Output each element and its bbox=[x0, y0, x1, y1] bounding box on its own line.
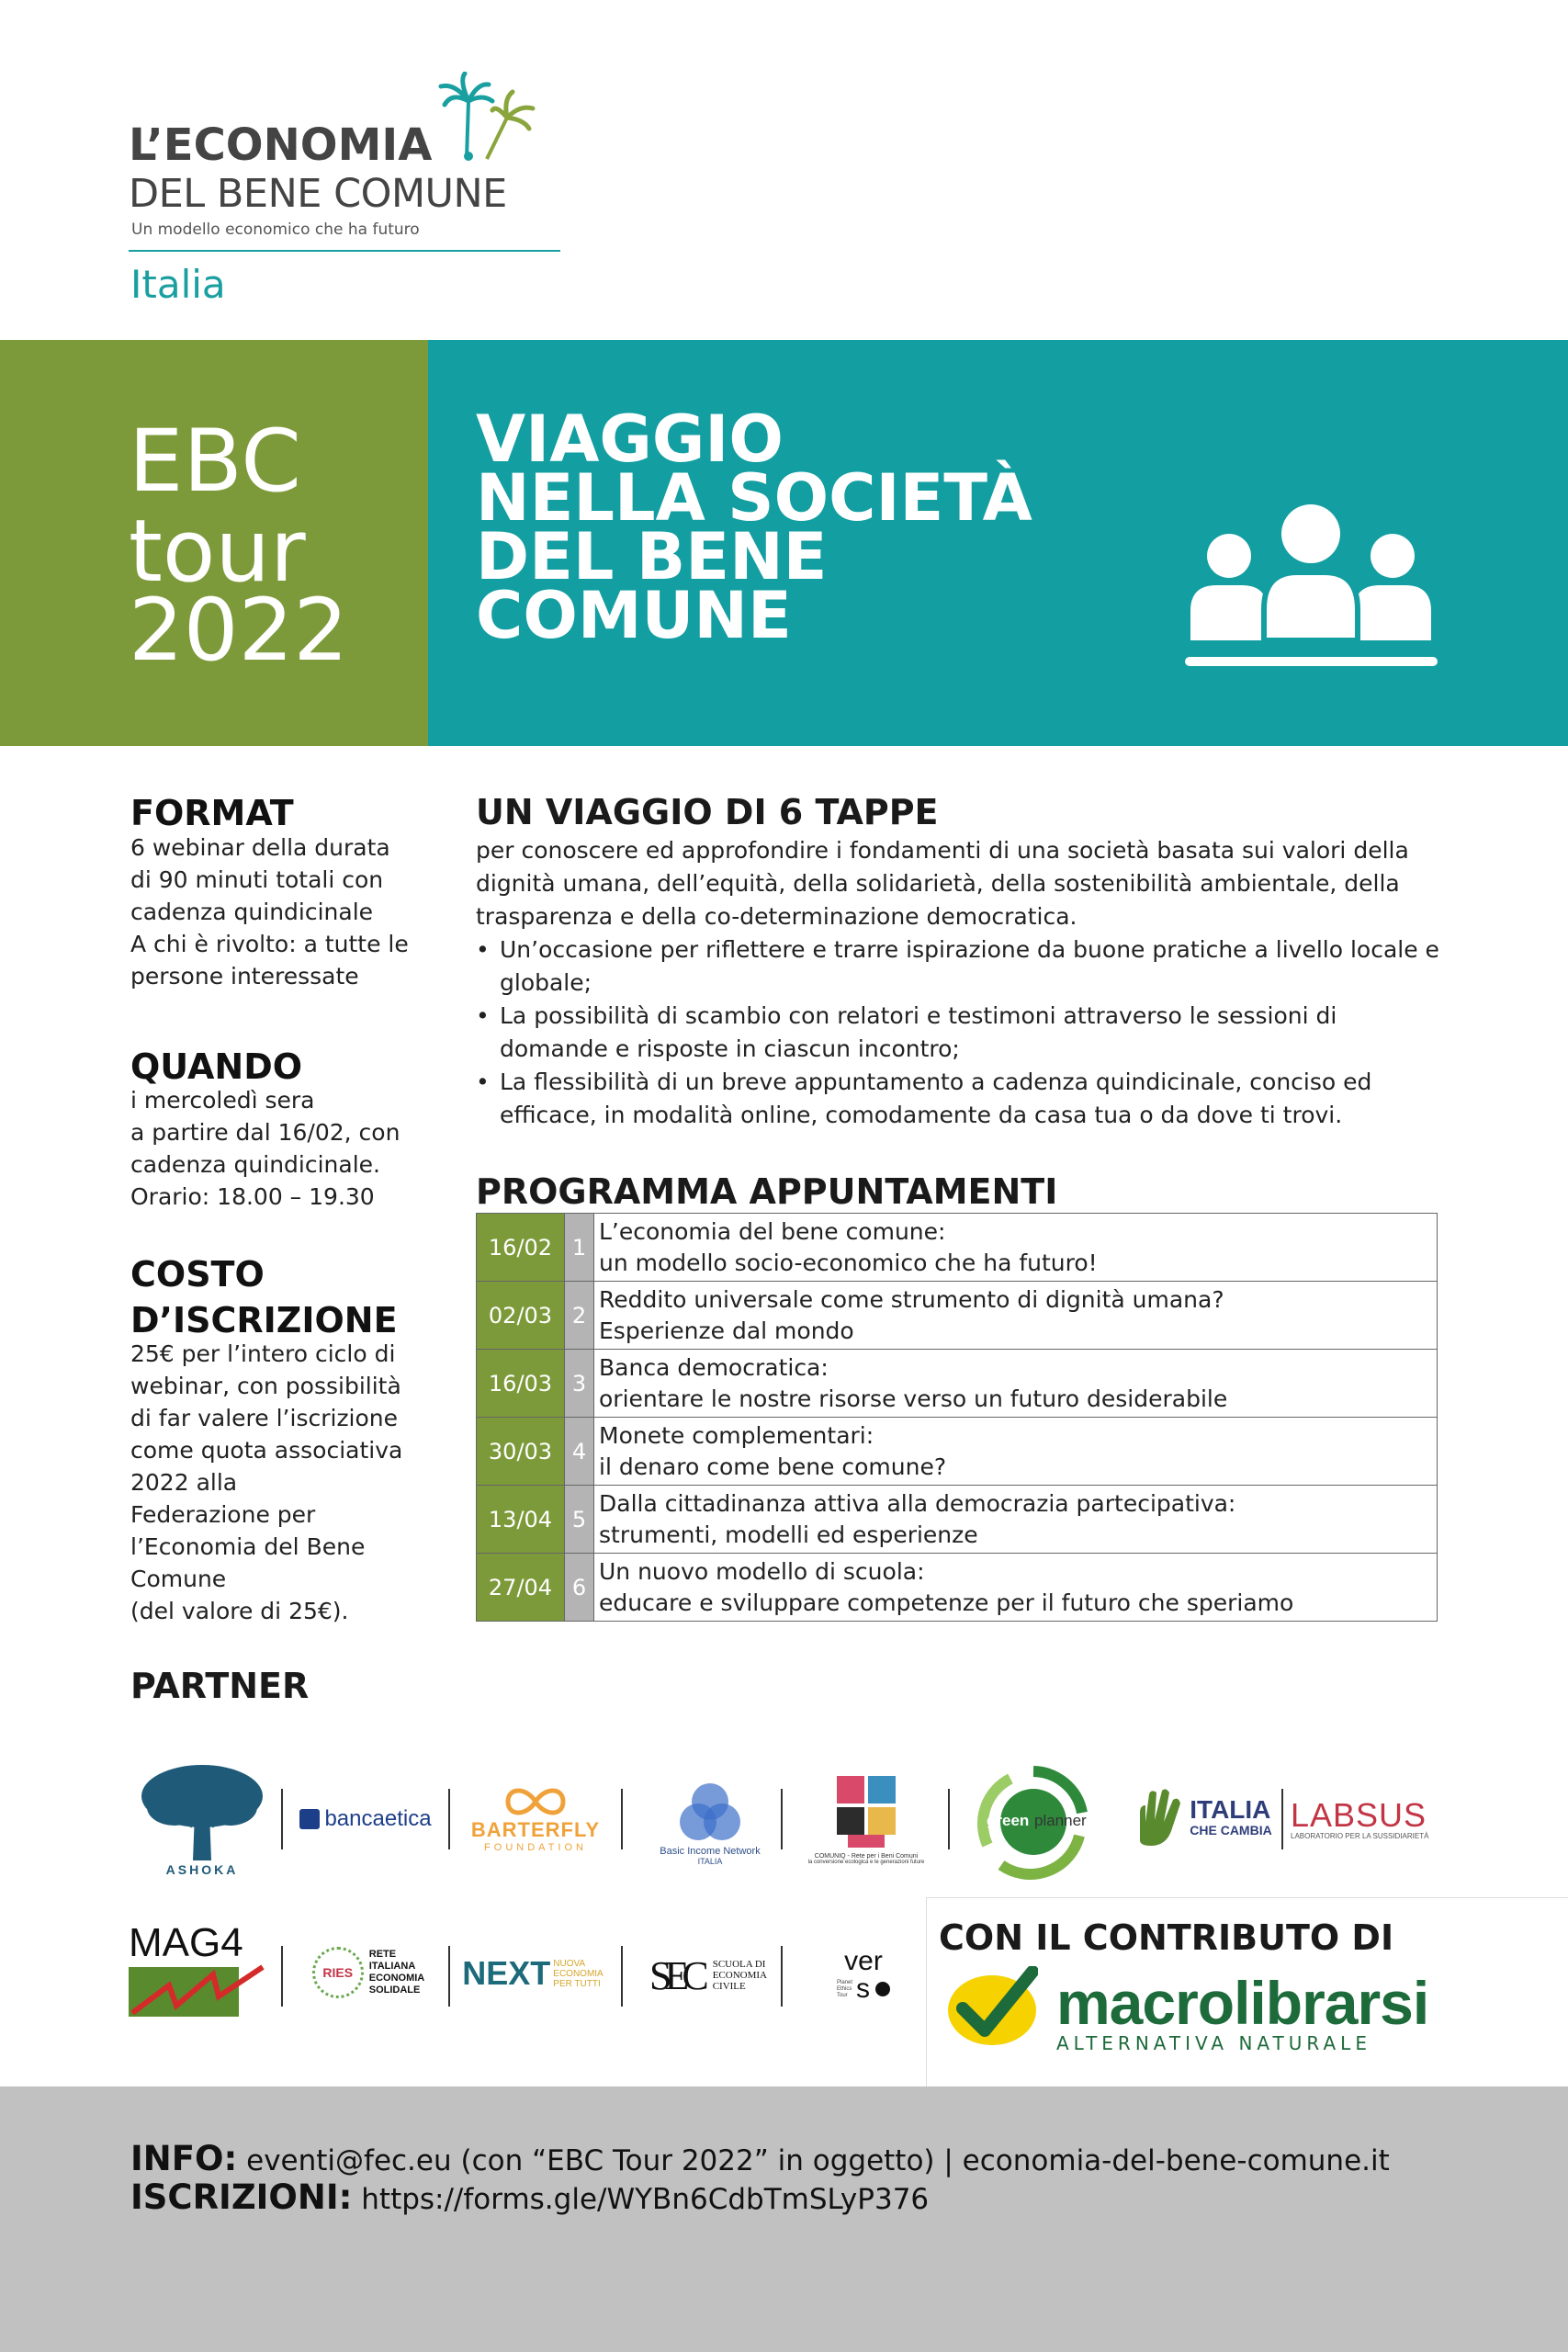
session-topic: Reddito universale come strumento di dignità umana? Esperienze dal mondo bbox=[594, 1282, 1438, 1350]
ries-circle-icon: RIES bbox=[312, 1947, 364, 1998]
benefit-list bbox=[476, 933, 1450, 1132]
table-row bbox=[477, 1418, 1438, 1486]
table-row bbox=[477, 1554, 1438, 1622]
next-sub-line: PER TUTTI bbox=[553, 1978, 601, 1989]
session-number: 5 bbox=[565, 1486, 594, 1554]
comuniq-label: COMUNIQ - Rete per i Beni Comuni bbox=[814, 1852, 919, 1860]
footer bbox=[0, 2086, 1568, 2352]
format-line: persone interessate bbox=[130, 963, 359, 989]
iscrizioni-label: ISCRIZIONI: bbox=[130, 2177, 353, 2217]
partner-divider bbox=[448, 1789, 450, 1849]
session-topic: Monete complementari: il denaro come bene comune? bbox=[594, 1418, 1438, 1486]
puzzle-icon bbox=[829, 1770, 903, 1853]
labsus-logo bbox=[1291, 1787, 1442, 1851]
info-text[interactable]: eventi@fec.eu (con “EBC Tour 2022” in oggetto) | economia-del-bene-comune.it bbox=[237, 2144, 1390, 2177]
partner-divider bbox=[781, 1789, 783, 1849]
next-sub-line: NUOVA bbox=[553, 1958, 586, 1969]
format-line: 6 webinar della durata bbox=[130, 834, 390, 861]
sec-logo bbox=[639, 1934, 777, 2017]
format-line: A chi è rivolto: a tutte le bbox=[130, 931, 409, 957]
mag4-label: MAG4 bbox=[129, 1920, 243, 1965]
logo-subtitle: DEL BENE COMUNE bbox=[129, 171, 507, 217]
session-date: 16/02 bbox=[477, 1214, 565, 1282]
list-item: • Un’occasione per riflettere e trarre ispirazione da buone pratiche a livello locale e globale; bbox=[476, 933, 1450, 1000]
programma-heading: PROGRAMMA APPUNTAMENTI bbox=[476, 1171, 1058, 1212]
session-topic: Un nuovo modello di scuola: educare e sviluppare competenze per il futuro che speriamo bbox=[594, 1554, 1438, 1622]
mag4-logo bbox=[129, 1920, 266, 2021]
labsus-sub: LABORATORIO PER LA SUSSIDIARIETÀ bbox=[1291, 1831, 1429, 1840]
session-number: 3 bbox=[565, 1350, 594, 1418]
costo-line: (del valore di 25€). bbox=[130, 1598, 349, 1624]
infinity-icon bbox=[503, 1785, 568, 1818]
session-topic: Banca democratica: orientare le nostre risorse verso un futuro desiderabile bbox=[594, 1350, 1438, 1418]
table-row bbox=[477, 1214, 1438, 1282]
mag4-mark-icon bbox=[129, 1963, 266, 2018]
barterfly-label: BARTERFLY bbox=[470, 1818, 601, 1841]
sec-letters: SEC bbox=[649, 1952, 702, 1998]
logo-country: Italia bbox=[130, 262, 226, 307]
schedule-table bbox=[476, 1213, 1438, 1622]
greenplanner-label-a: green bbox=[987, 1812, 1030, 1829]
sec-line: ECONOMIA bbox=[712, 1970, 767, 1981]
next-logo bbox=[459, 1946, 606, 2001]
format-line: di 90 minuti totali con bbox=[130, 866, 384, 893]
verso-top: ver bbox=[844, 1946, 883, 1976]
basic-income-sub: ITALIA bbox=[697, 1857, 723, 1866]
session-number: 1 bbox=[565, 1214, 594, 1282]
costo-line: 2022 alla bbox=[130, 1469, 238, 1496]
verso-side: Ethics bbox=[836, 1985, 852, 1992]
session-topic: L’economia del bene comune: un modello socio-economico che ha futuro! bbox=[594, 1214, 1438, 1282]
iscrizioni-link[interactable]: https://forms.gle/WYBn6CdbTmSLyP376 bbox=[352, 2183, 930, 2216]
partner-divider bbox=[448, 1946, 450, 2007]
partner-divider bbox=[621, 1789, 623, 1849]
ries-line: ITALIANA bbox=[368, 1961, 416, 1972]
costo-line: di far valere l’iscrizione bbox=[130, 1405, 399, 1431]
bancaetica-logo bbox=[292, 1801, 439, 1838]
costo-heading-2: D’ISCRIZIONE bbox=[130, 1300, 398, 1340]
quando-line: a partire dal 16/02, con bbox=[130, 1119, 400, 1146]
costo-line: l’Economia del Bene bbox=[130, 1533, 366, 1560]
viaggio-heading: UN VIAGGIO DI 6 TAPPE bbox=[476, 792, 939, 832]
session-date: 16/03 bbox=[477, 1350, 565, 1418]
tour-label-tour: tour bbox=[129, 502, 306, 602]
comuniq-sub: la conversione ecologica e le generazioni future bbox=[807, 1859, 925, 1865]
ries-line: ECONOMIA bbox=[368, 1973, 425, 1984]
ries-line: SOLIDALE bbox=[368, 1984, 421, 1996]
quando-text bbox=[130, 1084, 424, 1213]
ries-line: RETE bbox=[368, 1949, 397, 1960]
session-topic: Dalla cittadinanza attiva alla democrazia partecipativa: strumenti, modelli ed esperienze bbox=[594, 1486, 1438, 1554]
session-date: 02/03 bbox=[477, 1282, 565, 1350]
partner-divider bbox=[948, 1789, 950, 1849]
macrolibrarsi-tagline: ALTERNATIVA NATURALE bbox=[1056, 2032, 1371, 2054]
basic-income-logo bbox=[641, 1773, 779, 1874]
greenplanner-label-b: planner bbox=[1034, 1812, 1087, 1829]
logo-tagline: Un modello economico che ha futuro bbox=[131, 220, 420, 239]
table-row bbox=[477, 1350, 1438, 1418]
people-group-icon bbox=[1185, 501, 1438, 671]
comuniq-logo bbox=[797, 1762, 935, 1872]
format-line: cadenza quindicinale bbox=[130, 899, 374, 925]
checambia-label: CHE CAMBIA bbox=[1190, 1823, 1272, 1838]
quando-line: cadenza quindicinale. bbox=[130, 1151, 380, 1178]
banner-title-line: DEL BENE bbox=[476, 519, 828, 594]
quando-heading: QUANDO bbox=[130, 1046, 303, 1087]
costo-line: Federazione per bbox=[130, 1501, 316, 1528]
table-row bbox=[477, 1282, 1438, 1350]
table-row bbox=[477, 1486, 1438, 1554]
info-line bbox=[130, 2139, 1390, 2178]
partner-heading: PARTNER bbox=[130, 1666, 310, 1706]
verso-side: Planet bbox=[836, 1979, 852, 1985]
ashoka-logo bbox=[129, 1755, 276, 1883]
basic-income-label: Basic Income Network bbox=[660, 1846, 761, 1857]
viaggio-intro bbox=[476, 834, 1440, 933]
tree-icon bbox=[138, 1761, 266, 1862]
intro-line: trasparenza e della co-determinazione democratica. bbox=[476, 903, 1077, 930]
banner-title-line: VIAGGIO bbox=[476, 401, 784, 477]
format-text bbox=[130, 831, 424, 992]
sec-line: CIVILE bbox=[712, 1981, 746, 1992]
sec-line: SCUOLA DI bbox=[712, 1959, 766, 1970]
verso-bottom: s bbox=[856, 1973, 870, 2004]
bancaetica-mark-icon bbox=[299, 1809, 320, 1829]
palm-tree-icon bbox=[432, 72, 542, 164]
logo-divider bbox=[129, 250, 560, 252]
partner-divider bbox=[281, 1789, 283, 1849]
ries-logo bbox=[299, 1939, 437, 2007]
tour-label-year: 2022 bbox=[129, 581, 349, 681]
contributo-heading: CON IL CONTRIBUTO DI bbox=[939, 1917, 1394, 1958]
tour-label-ebc: EBC bbox=[129, 412, 301, 512]
banner-title-line: COMUNE bbox=[476, 578, 792, 653]
costo-line: Comune bbox=[130, 1566, 227, 1592]
intro-line: per conoscere ed approfondire i fondamenti di una società basata sui valori della bbox=[476, 837, 1409, 864]
next-sub-line: ECONOMIA bbox=[553, 1968, 604, 1979]
verso-side: Tour bbox=[836, 1992, 848, 1998]
session-date: 13/04 bbox=[477, 1486, 565, 1554]
barterfly-logo bbox=[457, 1782, 614, 1856]
greenplanner-logo bbox=[957, 1762, 1109, 1882]
ashoka-label: ASHOKA bbox=[165, 1862, 239, 1877]
bancaetica-label: bancaetica bbox=[324, 1806, 432, 1831]
costo-line: webinar, con possibilità bbox=[130, 1373, 401, 1399]
list-item: • La flessibilità di un breve appuntamento a cadenza quindicinale, conciso ed efficace, in modalità online, comodamente da casa tua o da dove ti trovi. bbox=[476, 1066, 1450, 1132]
partner-divider bbox=[621, 1946, 623, 2007]
next-label: NEXT bbox=[462, 1954, 551, 1992]
italia-label: ITALIA bbox=[1190, 1795, 1271, 1824]
partner-divider bbox=[1281, 1789, 1283, 1849]
session-number: 2 bbox=[565, 1282, 594, 1350]
info-label: INFO: bbox=[130, 2139, 238, 2178]
banner-title-line: NELLA SOCIETÀ bbox=[476, 460, 1032, 536]
quando-line: Orario: 18.00 – 19.30 bbox=[130, 1183, 375, 1210]
intro-line: dignità umana, dell’equità, della solidarietà, della sostenibilità ambientale, della bbox=[476, 870, 1400, 897]
logo-title: L’ECONOMIA bbox=[129, 119, 433, 171]
iscrizioni-line bbox=[130, 2177, 929, 2217]
costo-line: come quota associativa bbox=[130, 1437, 403, 1464]
session-date: 30/03 bbox=[477, 1418, 565, 1486]
list-item: • La possibilità di scambio con relatori e testimoni attraverso le sessioni di domande e risposte in ciascun incontro; bbox=[476, 1000, 1450, 1066]
quando-line: i mercoledì sera bbox=[130, 1087, 315, 1114]
italia-che-cambia-logo bbox=[1128, 1781, 1275, 1854]
banner-title bbox=[476, 401, 1174, 653]
partner-divider bbox=[781, 1946, 783, 2007]
session-number: 6 bbox=[565, 1554, 594, 1622]
session-number: 4 bbox=[565, 1418, 594, 1486]
session-date: 27/04 bbox=[477, 1554, 565, 1622]
overlapping-circles-icon bbox=[673, 1781, 747, 1846]
macrolibrarsi-label: macrolibrarsi bbox=[1056, 1969, 1429, 2037]
format-heading: FORMAT bbox=[130, 793, 294, 833]
barterfly-sub: FOUNDATION bbox=[484, 1842, 587, 1853]
costo-line: 25€ per l’intero ciclo di bbox=[130, 1340, 396, 1367]
costo-text bbox=[130, 1338, 424, 1627]
labsus-label: LABSUS bbox=[1291, 1795, 1427, 1834]
verso-dot-icon bbox=[875, 1982, 890, 1996]
verso-logo bbox=[808, 1934, 919, 2017]
hand-leaf-icon bbox=[1131, 1785, 1186, 1849]
partner-divider bbox=[281, 1946, 283, 2007]
costo-heading: COSTO bbox=[130, 1254, 265, 1295]
macrolibrarsi-check-icon bbox=[946, 1966, 1038, 2049]
